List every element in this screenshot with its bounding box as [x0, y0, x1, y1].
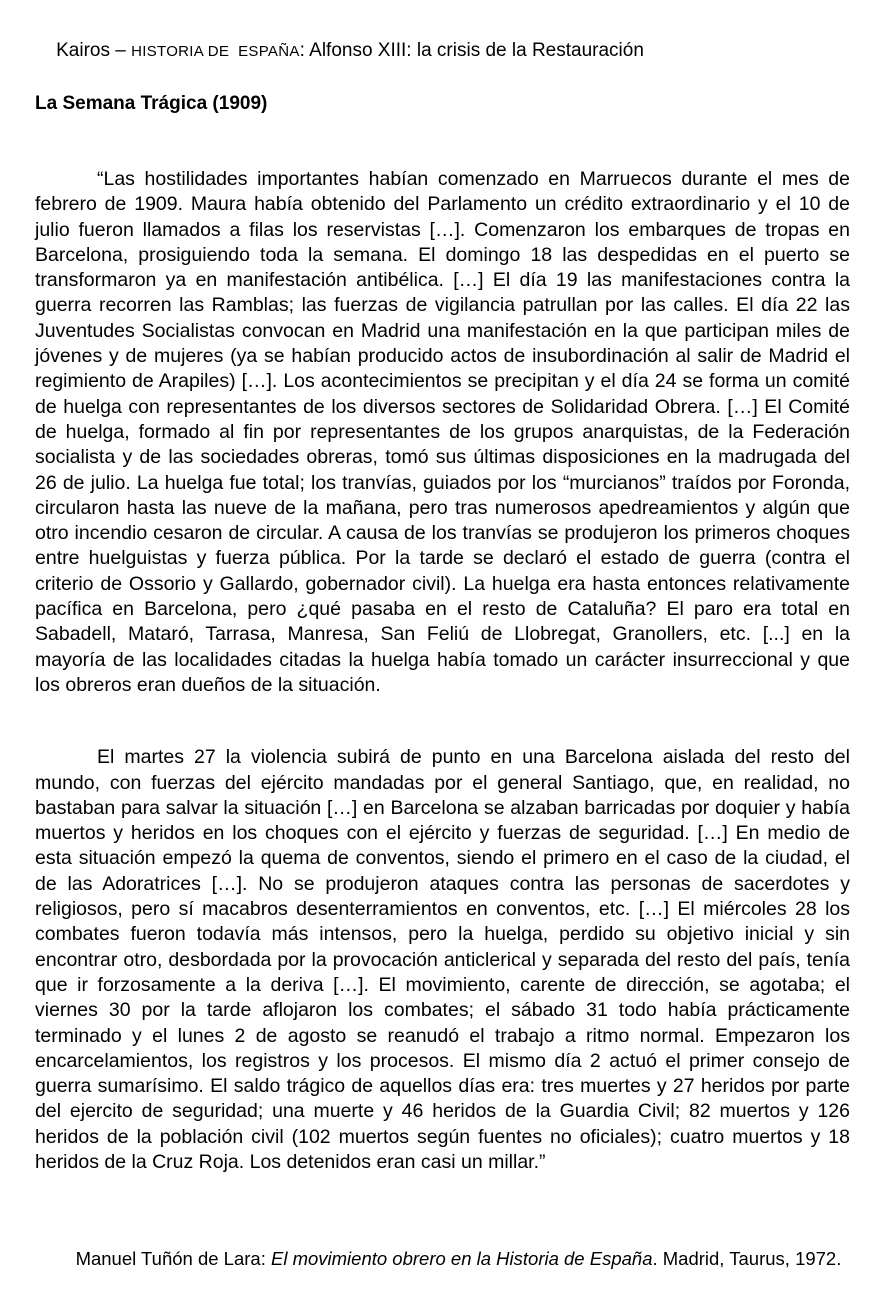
quote-paragraph-1: “Las hostilidades importantes habían comenzado en Marruecos durante el mes de febrero de 1909. Maura había obtenido del Parlamento un crédito extraordinario y el 10 de julio fueron llamados a filas los reservistas […]. Comenzaron los embarques de tropas en Barcelona, prosiguiendo toda la semana. El domingo 18 las despedidas en el puerto se transformaron ya en manifestación antibélica. […] El día 19 las manifestaciones contra la guerra recorren las Ramblas; las fuerzas de vigilancia patrullan por las calles. El día 22 las Juventudes Socialistas convocan en Madrid una manifestación en la que participan miles de jóvenes y de mujeres (ya se habían producido actos de insubordinación al salir de Madrid el regimiento de Arapiles) […]. Los acontecimientos se precipitan y el día 24 se forma un comité de huelga con representantes de los diversos sectores de Solidaridad Obrera. […] El Comité de huelga, formado al fin por representantes de los grupos anarquistas, de la Federación socialista y de las sociedades obreras, tomó sus últimas disposiciones en la madrugada del 26 de julio. La huelga fue total; los tranvías, guiados por los “murcianos” traídos por Foronda, circularon hasta las nueve de la mañana, pero tras numerosos apedreamientos y algún que otro incendio cesaron de circular. A causa de los tranvías se produjeron los primeros choques entre huelguistas y fuerza pública. Por la tarde se declaró el estado de guerra (contra el criterio de Ossorio y Gallardo, gobernador civil). La huelga era hasta entonces relativamente pacífica en Barcelona, pero ¿qué pasaba en el resto de Cataluña? El paro era total en Sabadell, Mataró, Tarrasa, Manresa, San Feliú de Llobregat, Granollers, etc. [...] en la mayoría de las localidades citadas la huelga había tomado un carácter insurreccional y que los obreros eran dueños de la situación.: [35, 168, 850, 696]
header-course-title: HISTORIA DE ESPAÑA: [131, 43, 300, 60]
document-subtitle: La Semana Trágica (1909): [35, 93, 268, 114]
citation: [35, 1221, 850, 1296]
header-prefix: Kairos –: [56, 40, 132, 61]
citation-publication: . Madrid, Taurus, 1972.: [652, 1248, 842, 1270]
citation-author: Manuel Tuñón de Lara:: [75, 1248, 271, 1270]
citation-book-title: El movimiento obrero en la Historia de España: [270, 1248, 653, 1270]
document-header: [35, 12, 850, 91]
header-topic: : Alfonso XIII: la crisis de la Restauración: [299, 40, 644, 61]
quote-paragraph-2: El martes 27 la violencia subirá de punto en una Barcelona aislada del resto del mundo, con fuerzas del ejército mandadas por el general Santiago, que, en realidad, no bastaban para salvar la situación […] en Barcelona se alzaban barricadas por doquier y había muertos y heridos en los choques con el ejército y fuerzas de seguridad. […] En medio de esta situación empezó la quema de conventos, siendo el primero en el caso de la ciudad, el de las Adoratrices […]. No se produjeron ataques contra las personas de sacerdotes y religiosos, pero sí macabros desenterramientos en conventos, etc. […] El miércoles 28 los combates fueron todavía más intensos, pero la huelga, perdido su objetivo inicial y sin encontrar otro, desbordada por la provocación anticlerical y separada del resto del país, tenía que ir forzosamente a la deriva […]. El movimiento, carente de dirección, se agotaba; el viernes 30 por la tarde aflojaron los combates; el sábado 31 todo había prácticamente terminado y el lunes 2 de agosto se reanudó el trabajo a ritmo normal. Empezaron los encarcelamientos, los registros y los procesos. El mismo día 2 actuó el primer consejo de guerra sumarísimo. El saldo trágico de aquellos días era: tres muertes y 27 heridos por parte del ejercito de seguridad; una muerte y 46 heridos de la Guardia Civil; 82 muertos y 126 heridos de la población civil (102 muertos según fuentes no oficiales); cuatro muertos y 18 heridos de la Cruz Roja. Los detenidos eran casi un millar.”: [35, 746, 850, 1173]
